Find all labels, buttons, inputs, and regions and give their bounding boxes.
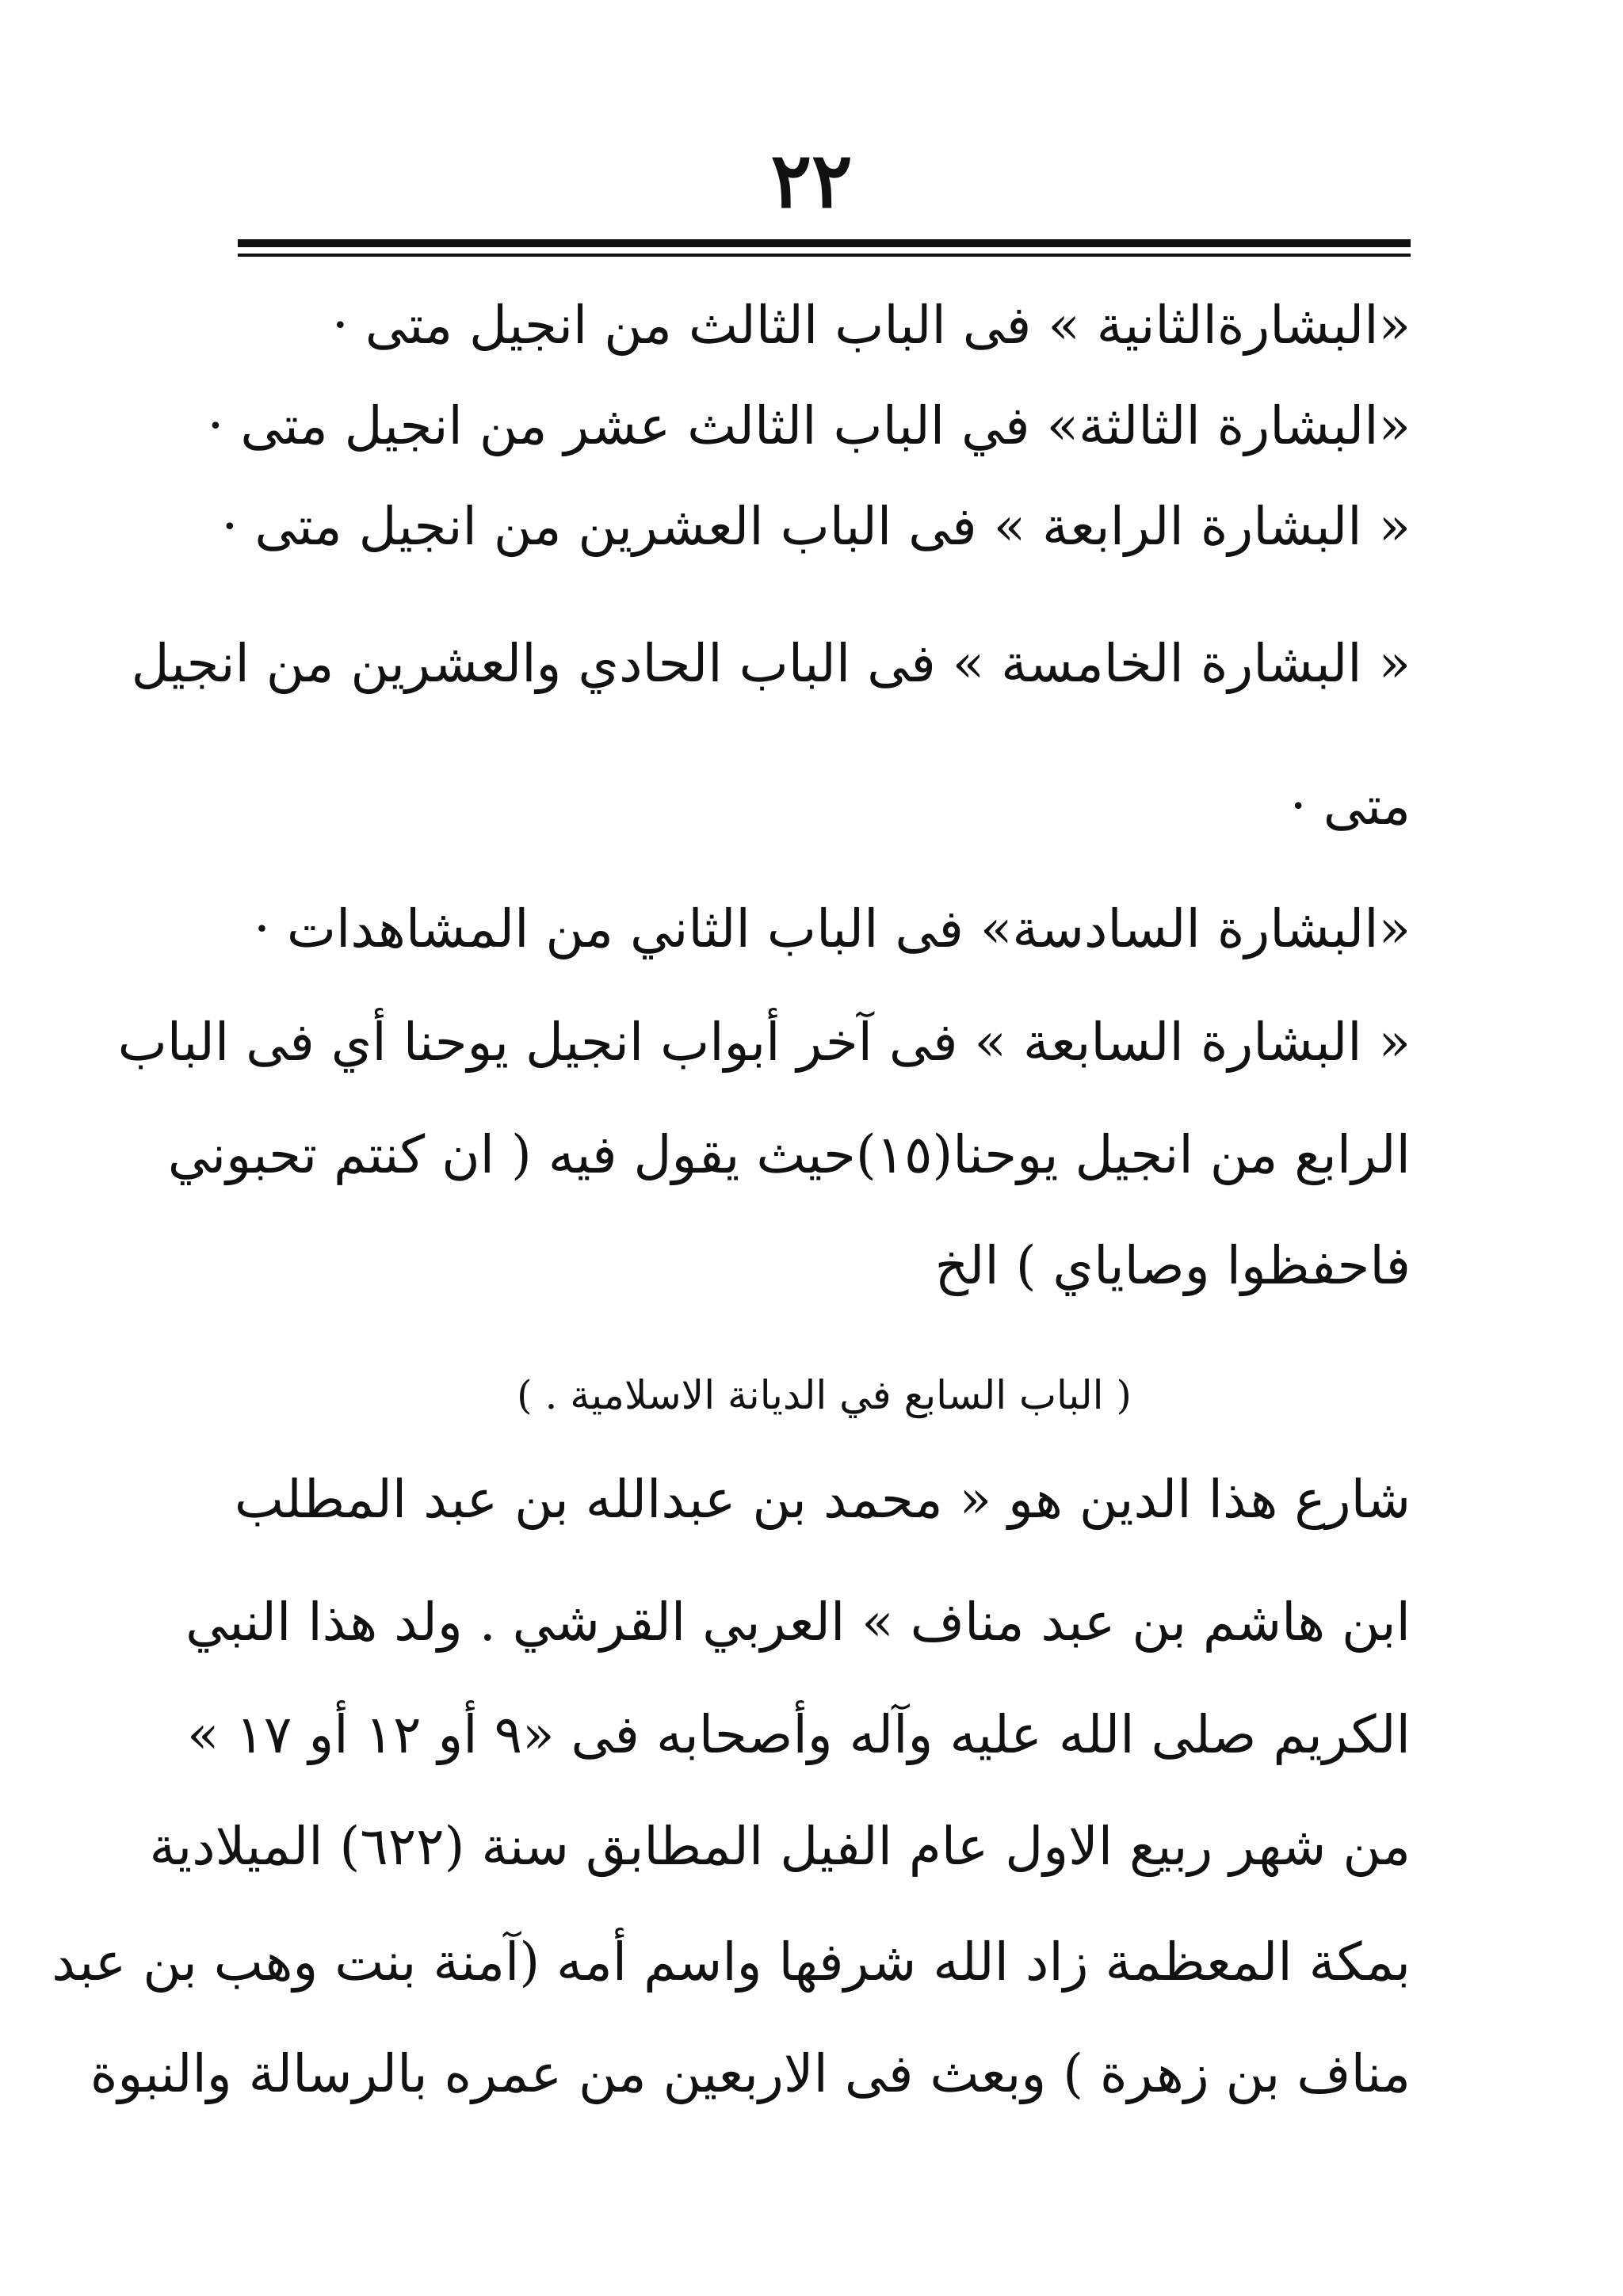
text-line-9: فاحفظوا وصاياي ) الخ — [934, 1235, 1411, 1296]
page-number: ٢٢ — [770, 135, 853, 225]
text-line-1: «البشارةالثانية » فى الباب الثالث من انجيل متى · — [331, 295, 1411, 356]
section-heading: ( الباب السابع في الديانة الاسلامية . ) — [517, 1372, 1132, 1418]
body-line-3: الكريم صلى الله عليه وآله وأصحابه فى «٩ أو ١٢ أو ١٧ » — [187, 1704, 1411, 1765]
header-rule-thin — [238, 254, 1411, 257]
text-line-7: « البشارة السابعة » فى آخر أبواب انجيل يوحنا أي فى الباب — [117, 1012, 1411, 1073]
body-line-4: من شهر ربيع الاول عام الفيل المطابق سنة (٦٢٢) الميلادية — [149, 1816, 1411, 1877]
header-rule-thick — [238, 239, 1411, 247]
body-line-5: بمكة المعظمة زاد الله شرفها واسم أمه (آمنة بنت وهب بن عبد — [52, 1932, 1411, 1993]
body-line-2: ابن هاشم بن عبد مناف » العربي القرشي . ولد هذا النبي — [185, 1592, 1411, 1653]
text-line-6: «البشارة السادسة» فى الباب الثاني من المشاهدات · — [253, 898, 1411, 959]
body-line-1: شارع هذا الدين هو « محمد بن عبدالله بن عبد المطلب — [234, 1469, 1411, 1530]
text-line-4: « البشارة الخامسة » فى الباب الحادي والعشرين من انجيل — [131, 633, 1411, 694]
text-line-8: الرابع من انجيل يوحنا(١٥)حيث يقول فيه ( ان كنتم تحبوني — [167, 1124, 1411, 1185]
body-line-6: مناف بن زهرة ) وبعث فى الاربعين من عمره بالرسالة والنبوة — [90, 2043, 1411, 2104]
text-line-5: متى · — [1289, 776, 1411, 837]
text-line-2: «البشارة الثالثة» في الباب الثالث عشر من انجيل متى · — [207, 395, 1411, 456]
text-line-3: « البشارة الرابعة » فى الباب العشرين من انجيل متى · — [221, 496, 1411, 557]
